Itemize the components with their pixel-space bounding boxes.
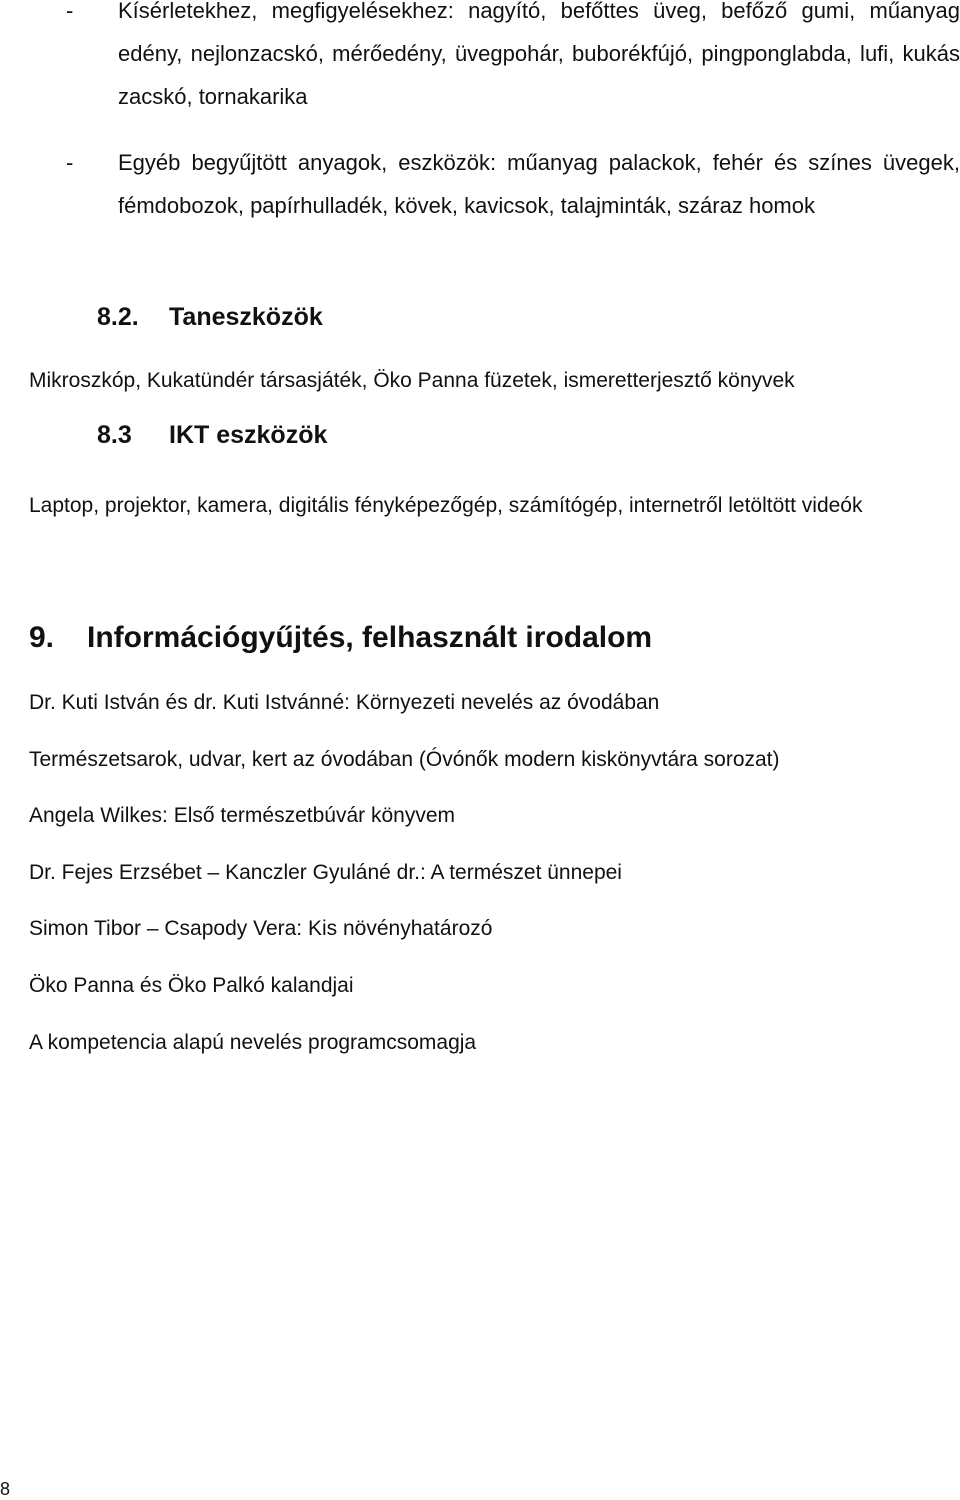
reference-item: Dr. Fejes Erzsébet – Kanczler Gyuláné dr.: A természet ünnepei xyxy=(29,860,622,884)
reference-item: Simon Tibor – Csapody Vera: Kis növényhatározó xyxy=(29,917,493,941)
reference-item: Angela Wilkes: Első természetbúvár könyvem xyxy=(29,804,455,828)
section-number: 9. xyxy=(29,621,55,654)
experiments-text: Kísérletekhez, megfigyelésekhez: nagyító, befőttes üveg, befőző gumi, műanyag edény, nejlonzacskó, mérőedény, üvegpohár, buborékfújó, pingponglabda, lufi, kukás zacskó, tornakarika xyxy=(118,0,960,109)
section-9-heading xyxy=(29,620,652,656)
teaching-tools-heading xyxy=(97,302,323,332)
ict-tools-text: Laptop, projektor, kamera, digitális fényképezőgép, számítógép, internetről letöltött videók xyxy=(29,494,863,517)
reference-list xyxy=(29,688,780,1084)
reference-item: Természetsarok, udvar, kert az óvodában (Óvónők modern kiskönyvtára sorozat) xyxy=(29,747,780,771)
reference-item: Dr. Kuti István és dr. Kuti Istvánné: Környezeti nevelés az óvodában xyxy=(29,691,660,714)
ict-tools-heading xyxy=(97,420,327,450)
section-title: IKT eszközök xyxy=(169,421,328,449)
list-dash: - xyxy=(66,150,74,175)
section-number: 8.2. xyxy=(97,303,139,331)
page-number: 8 xyxy=(0,1479,11,1499)
reference-item: Öko Panna és Öko Palkó kalandjai xyxy=(29,973,354,997)
section-title: Információgyűjtés, felhasznált irodalom xyxy=(87,621,653,654)
list-dash: - xyxy=(66,0,74,23)
section-title: Taneszközök xyxy=(169,303,323,331)
reference-item: A kompetencia alapú nevelés programcsomagja xyxy=(29,1030,477,1054)
teaching-tools-text: Mikroszkóp, Kukatündér társasjáték, Öko Panna füzetek, ismeretterjesztő könyvek xyxy=(29,369,795,392)
collected-materials-list-item xyxy=(0,141,960,227)
experiments-list-item xyxy=(0,0,960,118)
section-number: 8.3 xyxy=(97,421,132,449)
collected-materials-text: Egyéb begyűjtött anyagok, eszközök: műanyag palackok, fehér és színes üvegek, fémdobozok, papírhulladék, kövek, kavicsok, talajminták, száraz homok xyxy=(118,150,960,218)
